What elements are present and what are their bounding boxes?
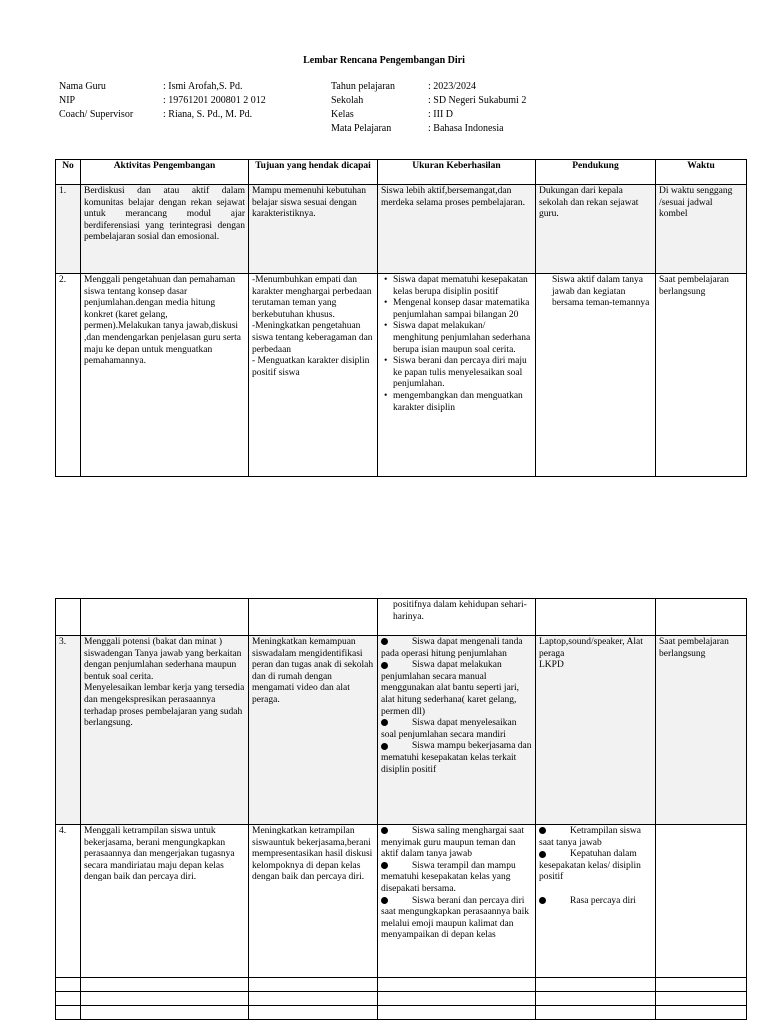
cell-pendukung: Dukungan dari kepala sekolah dan rekan sejawat guru.	[536, 185, 656, 274]
bullet-icon	[381, 719, 388, 726]
cell-tujuan: -Menumbuhkan empati dan karakter menghargai perbedaan terutaman teman yang berkebutuhan khusus. -Meningkatkan pengetahuan siswa tentang keberagaman dan perbedaan - Menguatkan karakter disiplin positif siswa	[249, 274, 378, 477]
cell-no: 4.	[56, 825, 81, 978]
bullet-icon	[381, 638, 388, 645]
list-item: • Siswa dapat mematuhi kesepakatan kelas berupa disiplin positif	[393, 275, 532, 298]
header-aktivitas: Aktivitas Pengembangan	[81, 160, 249, 185]
cell-aktivitas: Menggali pengetahuan dan pemahaman siswa tentang konsep dasar penjumlahan.dengan media hitung konkret (karet gelang, permen).Melakukan tanya jawab,diskusi ,dan mendengarkan penjelasan guru serta maju ke depan untuk menguatkan pemahamannya.	[81, 274, 249, 477]
meta-value: : III D	[428, 109, 453, 120]
header-tujuan: Tujuan yang hendak dicapai	[249, 160, 378, 185]
table-row	[56, 992, 747, 1006]
meta-label: Coach/ Supervisor	[59, 109, 134, 120]
cell-aktivitas: Menggali ketrampilan siswa untuk bekerjasama, berani mengungkapkan perasaannya dan mengerjakan tugasnya secara mandiriatau maju depan kelas dengan baik dan percaya diri.	[81, 825, 249, 978]
list-item: • Mengenal konsep dasar matematika penjumlahan sampai bilangan 20	[393, 298, 532, 321]
cell-tujuan: Mampu memenuhi kebutuhan belajar siswa sesuai dengan karakteristiknya.	[249, 185, 378, 274]
cell-ukuran: Siswa lebih aktif,bersemangat,dan merdeka selama proses pembelajaran.	[378, 185, 536, 274]
cell-tujuan: Meningkatkan kemampuan siswadalam mengidentifikasi peran dan tugas anak di sekolah dan di rumah dengan mengamati video dan alat peraga.	[249, 636, 378, 825]
cell-pendukung: Siswa aktif dalam tanya jawab dan kegiatan bersama teman-temannya	[536, 274, 656, 477]
list-item: • Siswa berani dan percaya diri maju ke papan tulis menyelesaikan soal penjumlahan.	[393, 356, 532, 391]
table-row	[56, 825, 747, 978]
cell-pendukung: Laptop,sound/speaker, Alat peraga LKPD	[536, 636, 656, 825]
cell-ukuran	[378, 825, 536, 978]
header-waktu: Waktu	[656, 160, 747, 185]
development-plan-table-page2	[55, 598, 747, 1020]
list-item: Siswa mampu bekerjasama dan mematuhi kesepakatan kelas terkait disiplin positif	[381, 741, 532, 775]
list-item: Siswa saling menghargai saat menyimak guru maupun teman dan aktif dalam tanya jawab	[381, 826, 524, 860]
cell-tujuan: Meningkatkan ketrampilan siswauntuk bekerjasama,berani mempresentasikan hasil diskusi kelompoknya di depan kelas dengan baik dan percaya diri.	[249, 825, 378, 978]
school-info	[331, 80, 526, 136]
table-row	[56, 1006, 747, 1020]
teacher-info	[59, 80, 266, 122]
cell-waktu: Di waktu senggang /sesuai jadwal kombel	[656, 185, 747, 274]
list-item: Siswa dapat mengenali tanda pada operasi hitung penjumlahan	[381, 637, 523, 659]
page-title: Lembar Rencana Pengembangan Diri	[303, 55, 465, 66]
meta-label: Kelas	[331, 109, 354, 120]
meta-value: : Riana, S. Pd., M. Pd.	[163, 109, 253, 120]
list-item: Kepatuhan dalam kesepakatan kelas/ disiplin positif	[539, 849, 641, 883]
meta-value: : Bahasa Indonesia	[428, 123, 504, 134]
table-row	[56, 978, 747, 992]
cell-no: 2.	[56, 274, 81, 477]
list-item: Rasa percaya diri	[539, 896, 652, 908]
list-item: Siswa berani dan percaya diri saat mengungkapkan perasaannya baik melalui emoji maupun kalimat dan menyampaikan di depan kelas	[381, 895, 529, 941]
meta-value: : 19761201 200801 2 012	[163, 95, 266, 106]
bullet-icon	[381, 827, 388, 834]
cell-aktivitas: Berdiskusi dan atau aktif dalam komunitas belajar dengan rekan sejawat untuk merancang modul ajar berdiferensiasi yang terintegrasi dengan pembelajaran sosial dan emosional.	[81, 185, 249, 274]
cell-pendukung	[536, 825, 656, 978]
table-row	[56, 636, 747, 825]
list-item: Ketrampilan siswa saat tanya jawab	[539, 826, 641, 848]
list-item: Siswa terampil dan mampu mematuhi kesepakatan kelas yang disepakati bersama.	[381, 860, 516, 894]
header-no: No	[56, 160, 81, 185]
list-item: • Siswa dapat melakukan/ menghitung penjumlahan sederhana berupa isian maupun soal cerita.	[393, 321, 532, 356]
table-row	[56, 599, 747, 636]
meta-value: : Ismi Arofah,S. Pd.	[163, 81, 243, 92]
list-item: Siswa dapat menyelesaikan soal penjumlahan secara mandiri	[381, 718, 517, 740]
meta-value: : SD Negeri Sukabumi 2	[428, 95, 527, 106]
header-ukuran: Ukuran Keberhasilan	[378, 160, 536, 185]
meta-value: : 2023/2024	[428, 81, 477, 92]
header-pendukung: Pendukung	[536, 160, 656, 185]
meta-label: NIP	[59, 95, 76, 106]
bullet-icon	[539, 827, 546, 834]
bullet-icon	[381, 862, 388, 869]
cell-ukuran	[378, 636, 536, 825]
meta-label: Nama Guru	[59, 81, 106, 92]
meta-label: Mata Pelajaran	[331, 123, 392, 134]
cell-waktu: Saat pembelajaran berlangsung	[656, 274, 747, 477]
bullet-icon	[381, 897, 388, 904]
list-item: • mengembangkan dan menguatkan karakter disiplin	[393, 391, 532, 414]
meta-label: Sekolah	[331, 95, 364, 106]
cell-no: 1.	[56, 185, 81, 274]
cell-ukuran-continued: positifnya dalam kehidupan sehari-harinya.	[378, 599, 536, 636]
meta-label: Tahun pelajaran	[331, 81, 395, 92]
bullet-icon	[381, 662, 388, 669]
bullet-icon	[539, 897, 546, 904]
cell-ukuran	[378, 274, 536, 477]
bullet-icon	[381, 743, 388, 750]
cell-waktu: Saat pembelajaran berlangsung	[656, 636, 747, 825]
cell-no: 3.	[56, 636, 81, 825]
table-row	[56, 274, 747, 477]
list-item: Siswa dapat melakukan penjumlahan secara manual menggunakan alat bantu seperti jari, alat hitung sederhana( karet gelang, permen dll)	[381, 660, 519, 717]
table-row	[56, 185, 747, 274]
development-plan-table-page1	[55, 159, 747, 477]
bullet-icon	[539, 851, 546, 858]
cell-aktivitas: Menggali potensi (bakat dan minat ) siswadengan Tanya jawab yang berkaitan dengan penjumlahan sederhana maupun bentuk soal cerita. Menyelesaikan lembar kerja yang tersedia dan mengekspresikan perasaannya terhadap proses pembelajaran yang sudah berlangsung.	[81, 636, 249, 825]
